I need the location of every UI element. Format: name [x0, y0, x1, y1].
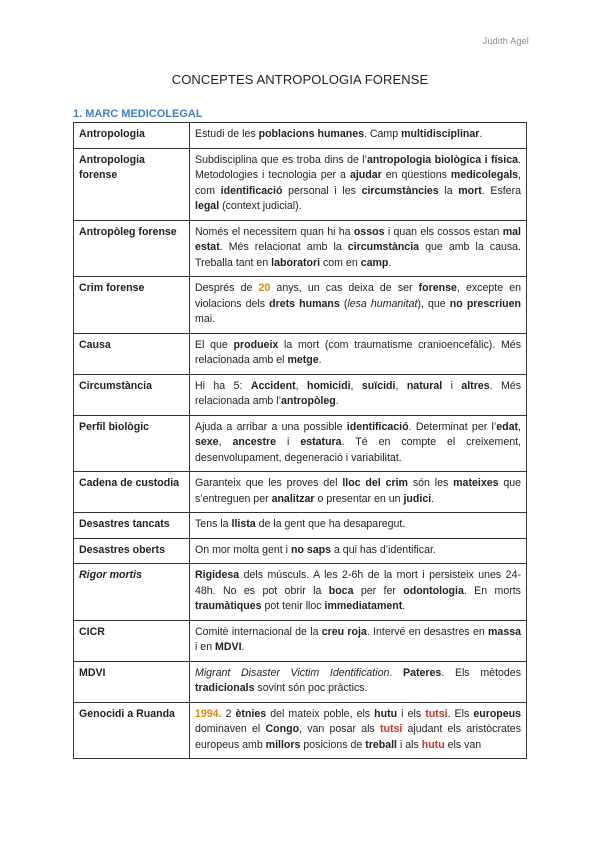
- term-cell: Causa: [74, 333, 190, 374]
- table-row: [74, 513, 527, 539]
- table-row: [74, 661, 527, 702]
- term-cell: CICR: [74, 620, 190, 661]
- term-cell: Circumstància: [74, 374, 190, 415]
- table-row: [74, 564, 527, 621]
- document-title: CONCEPTES ANTROPOLOGIA FORENSE: [171, 72, 429, 87]
- definition-cell: 1994. 2 ètnies del mateix poble, els hutu i els tutsi. Els europeus dominaven el Congo, van posar als tutsi ajudant els aristòcrates europeus amb millors posicions de treball i als hutu els van: [190, 702, 527, 759]
- table-row: [74, 702, 527, 759]
- definition-cell: Rigidesa dels músculs. A les 2-6h de la mort i persisteix unes 24-48h. No es pot obrir la boca per fer odontologia. En morts traumàtiques pot tenir lloc immediatament.: [190, 564, 527, 621]
- definition-cell: Subdisciplina que es troba dins de l’antropologia biològica i física. Metodologies i tecnologia per a ajudar en qüestions medicolegals, com identificació personal i les circumstàncies la mort. Esfera legal (context judicial).: [190, 148, 527, 220]
- section-heading: 1. MARC MEDICOLEGAL: [73, 108, 203, 120]
- definition-cell: Migrant Disaster Victim Identification. Pateres. Els mètodes tradicionals sovint són poc pràctics.: [190, 661, 527, 702]
- term-cell: Rigor mortis: [74, 564, 190, 621]
- definition-cell: Comitè internacional de la creu roja. Intervé en desastres en massa i en MDVI.: [190, 620, 527, 661]
- table-row: [74, 472, 527, 513]
- term-cell: Desastres oberts: [74, 538, 190, 564]
- term-cell: Antropologia: [74, 123, 190, 149]
- definition-cell: Estudi de les poblacions humanes. Camp multidisciplinar.: [190, 123, 527, 149]
- definition-cell: Garanteix que les proves del lloc del crim són les mateixes que s’entreguen per analitzar o presentar en un judici.: [190, 472, 527, 513]
- term-cell: Crim forense: [74, 277, 190, 334]
- definition-cell: Tens la llista de la gent que ha desaparegut.: [190, 513, 527, 539]
- table-row: [74, 620, 527, 661]
- table-row: [74, 220, 527, 277]
- definition-cell: Després de 20 anys, un cas deixa de ser forense, excepte en violacions dels drets humans (lesa humanitat), que no prescriuen mai.: [190, 277, 527, 334]
- table-row: [74, 123, 527, 149]
- definition-cell: Només el necessitem quan hi ha ossos i quan els cossos estan mal estat. Més relacionat amb la circumstància que amb la causa. Treballa tant en laboratori com en camp.: [190, 220, 527, 277]
- term-cell: Antropòleg forense: [74, 220, 190, 277]
- term-cell: Perfil biològic: [74, 415, 190, 472]
- table-row: [74, 374, 527, 415]
- term-cell: MDVI: [74, 661, 190, 702]
- term-cell: Genocidi a Ruanda: [74, 702, 190, 759]
- concepts-table: [73, 122, 527, 759]
- term-cell: Antropologia forense: [74, 148, 190, 220]
- document-author: Judith Agel: [482, 36, 529, 46]
- table-row: [74, 415, 527, 472]
- table-row: [74, 277, 527, 334]
- definition-cell: Ajuda a arribar a una possible identificació. Determinat per l’edat, sexe, ancestre i estatura. Té en compte el creixement, desenvolupament, degeneració i variabilitat.: [190, 415, 527, 472]
- table-row: [74, 333, 527, 374]
- definition-cell: On mor molta gent i no saps a qui has d’identificar.: [190, 538, 527, 564]
- term-cell: Desastres tancats: [74, 513, 190, 539]
- definition-cell: Hi ha 5: Accident, homicidi, suïcidi, natural i altres. Més relacionada amb l’antropòleg.: [190, 374, 527, 415]
- table-row: [74, 148, 527, 220]
- definition-cell: El que produeix la mort (com traumatisme cranioencefàlic). Més relacionada amb el metge.: [190, 333, 527, 374]
- table-row: [74, 538, 527, 564]
- term-cell: Cadena de custodia: [74, 472, 190, 513]
